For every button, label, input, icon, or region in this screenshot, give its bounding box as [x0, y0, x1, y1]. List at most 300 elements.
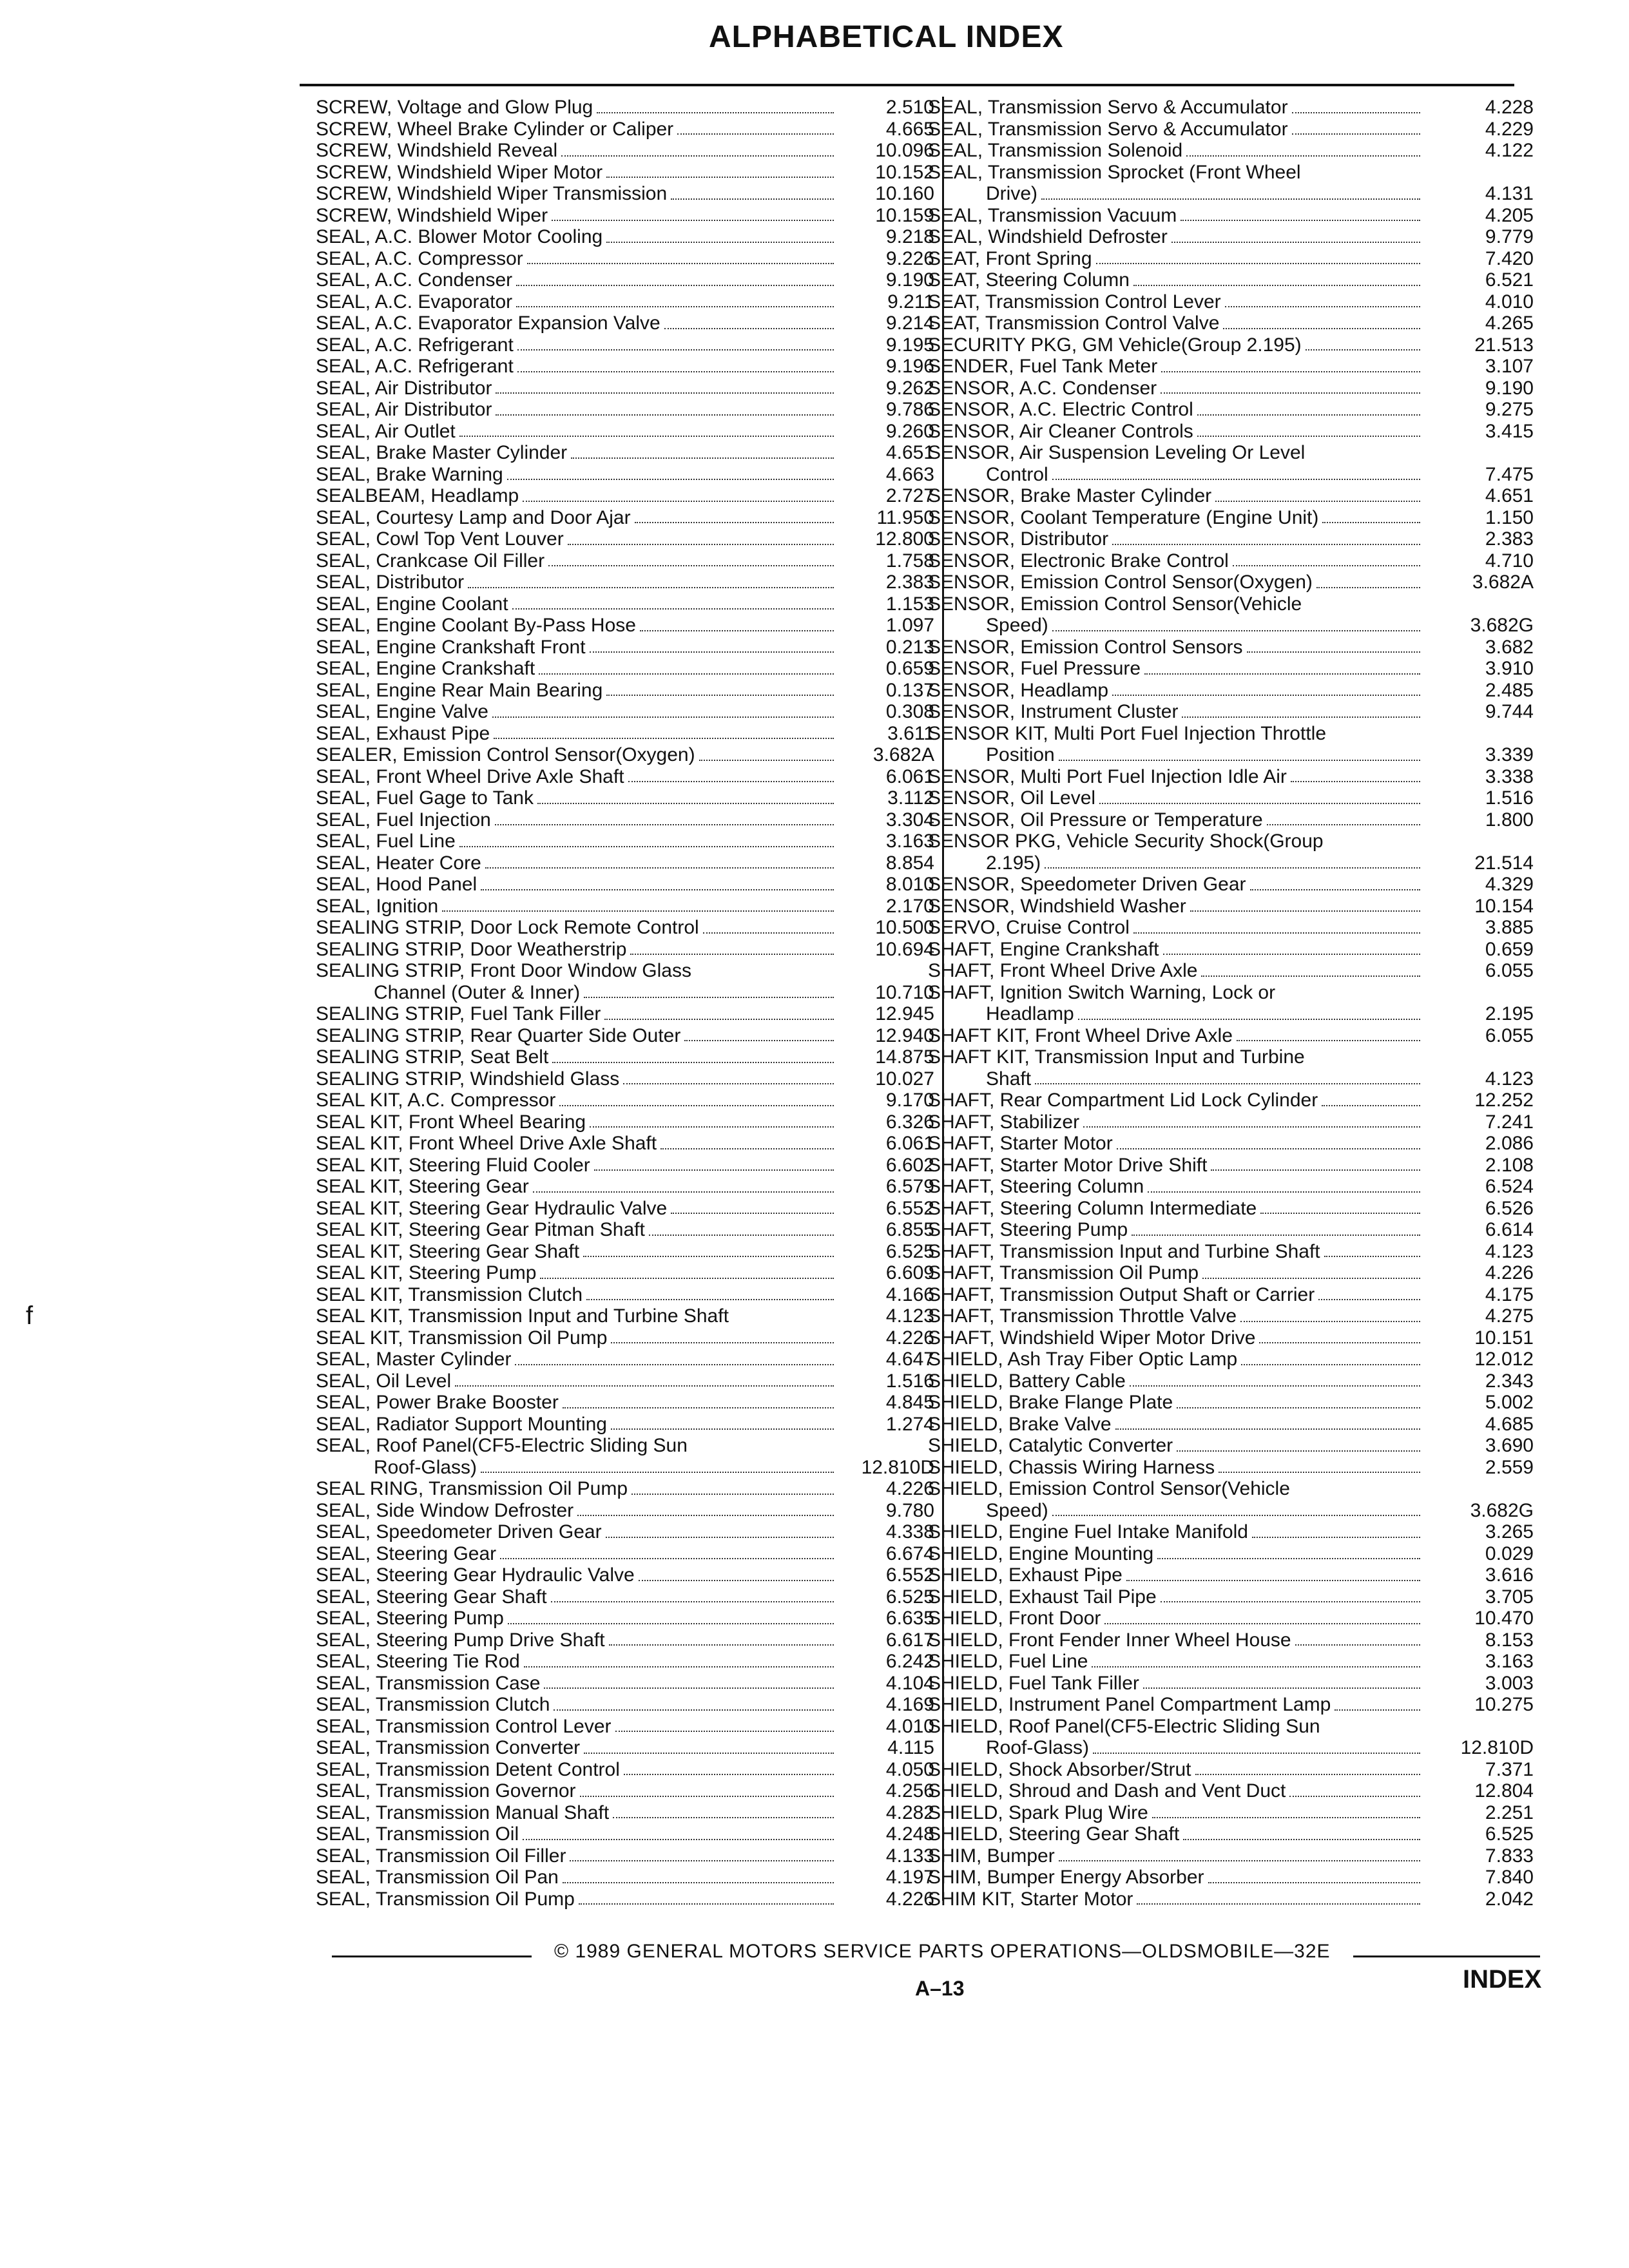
entry-name-wrap: [316, 593, 838, 615]
index-entry: [928, 421, 1534, 443]
entry-name: SHIELD, Chassis Wiring Harness: [928, 1456, 1215, 1478]
entry-name-wrap: [928, 1370, 1424, 1392]
entry-name: SENDER, Fuel Tank Meter: [928, 356, 1158, 377]
entry-name-wrap: [928, 507, 1424, 529]
dot-leader: [1132, 1235, 1420, 1236]
index-entry: [316, 809, 934, 831]
entry-name-wrap: [928, 226, 1424, 248]
dot-leader: [523, 501, 834, 502]
entry-name: SENSOR, Coolant Temperature (Engine Unit): [928, 506, 1319, 528]
dot-leader: [677, 133, 834, 135]
entry-name: SHAFT KIT, Transmission Input and Turbine: [928, 1046, 1305, 1068]
entry-name: Roof-Glass): [374, 1456, 477, 1478]
entry-name: SHIELD, Front Fender Inner Wheel House: [928, 1629, 1291, 1651]
entry-name-wrap: [316, 226, 838, 248]
entry-page-ref: 0.029: [1485, 1542, 1534, 1564]
index-entry: [316, 1521, 934, 1543]
entry-name-wrap: [928, 248, 1424, 270]
entry-page-ref: 3.163: [1485, 1651, 1534, 1672]
dot-leader: [623, 1083, 834, 1084]
entry-page-ref: 4.338: [885, 1521, 934, 1542]
entry-name-wrap: [928, 1305, 1424, 1327]
index-entry: [928, 269, 1534, 291]
entry-name: SEAL, Oil Level: [316, 1370, 452, 1392]
entry-name-wrap: [928, 896, 1424, 918]
entry-page-ref: 0.308: [885, 701, 934, 722]
dot-leader: [611, 1428, 834, 1430]
entry-page-ref: 12.810D: [1460, 1737, 1534, 1758]
entry-page-ref: 3.107: [1485, 356, 1534, 377]
entry-name: SEAL, Fuel Gage to Tank: [316, 787, 534, 809]
entry-name: SENSOR, Fuel Pressure: [928, 658, 1141, 679]
entry-name-wrap: [316, 787, 838, 809]
entry-page-ref: 2.042: [1485, 1888, 1534, 1910]
dot-leader: [1259, 1342, 1420, 1343]
entry-name: SEALING STRIP, Front Door Window Glass: [316, 960, 691, 981]
entry-name-wrap: [928, 1543, 1424, 1565]
entry-name-wrap: [928, 1046, 1424, 1068]
index-entry: [928, 766, 1534, 788]
entry-name-wrap: [316, 1176, 838, 1198]
entry-page-ref: 1.097: [885, 615, 934, 636]
entry-name: SHAFT, Ignition Switch Warning, Lock or: [928, 981, 1276, 1003]
entry-name: SCREW, Windshield Wiper Motor: [316, 161, 603, 183]
entry-name-wrap: [316, 1802, 838, 1824]
dot-leader: [1133, 285, 1420, 286]
entry-name: SEAL, Fuel Line: [316, 831, 456, 852]
entry-name: SEAL, Hood Panel: [316, 874, 477, 895]
index-entry: [316, 140, 934, 162]
index-entry: [316, 226, 934, 248]
dot-leader: [1099, 803, 1420, 804]
dot-leader: [563, 1407, 834, 1408]
dot-leader: [586, 1299, 834, 1300]
index-entry: [928, 1457, 1534, 1479]
entry-name-wrap: [316, 464, 838, 486]
dot-leader: [1161, 392, 1420, 394]
index-entry: [928, 442, 1534, 464]
entry-name: SEAL, Steering Gear Shaft: [316, 1586, 547, 1608]
dot-leader: [594, 1169, 834, 1171]
entry-page-ref: 6.635: [885, 1608, 934, 1629]
index-entry: [316, 1716, 934, 1738]
entry-name: SENSOR, Electronic Brake Control: [928, 550, 1229, 572]
dot-leader: [1041, 198, 1420, 200]
entry-name: SHIELD, Roof Panel(CF5-Electric Sliding Sun: [928, 1715, 1320, 1737]
dot-leader: [1117, 1148, 1420, 1149]
entry-name: SCREW, Windshield Wiper: [316, 204, 548, 226]
dot-leader: [1291, 781, 1420, 782]
index-entry: [316, 1284, 934, 1306]
index-entry: [316, 896, 934, 918]
entry-name-wrap: [316, 399, 838, 421]
entry-page-ref: 12.012: [1474, 1349, 1534, 1370]
entry-page-ref: 9.260: [885, 420, 934, 442]
index-entry: [928, 1608, 1534, 1629]
entry-name-wrap: [316, 1759, 838, 1781]
dot-leader: [494, 738, 834, 739]
index-entry: [928, 1046, 1534, 1068]
dot-leader: [1252, 1537, 1420, 1538]
entry-name-wrap: [316, 917, 838, 939]
entry-page-ref: 4.275: [1485, 1305, 1534, 1327]
entry-name-wrap: [928, 744, 1424, 766]
entry-name-wrap: [928, 874, 1424, 896]
entry-name-wrap: [928, 1608, 1424, 1629]
dot-leader: [1322, 1105, 1420, 1106]
entry-name: SENSOR KIT, Multi Port Fuel Injection Throttle: [928, 722, 1327, 744]
index-entry: [316, 1500, 934, 1522]
entry-name: SCREW, Windshield Reveal: [316, 140, 558, 161]
index-entry: [316, 744, 934, 766]
entry-name: SENSOR, Distributor: [928, 528, 1109, 550]
index-entry: [928, 723, 1534, 745]
dot-leader: [584, 997, 834, 998]
dot-leader: [580, 1796, 834, 1797]
dot-leader: [495, 824, 834, 825]
entry-name: SENSOR, Windshield Washer: [928, 895, 1186, 917]
entry-name-wrap: [316, 1737, 838, 1759]
dot-leader: [459, 846, 834, 847]
entry-name: SHIELD, Front Door: [928, 1608, 1101, 1629]
dot-leader: [1182, 716, 1420, 718]
index-entry: [928, 615, 1534, 637]
dot-leader: [684, 1040, 834, 1041]
entry-name: SENSOR, Emission Control Sensors: [928, 636, 1243, 658]
entry-name-wrap: [928, 701, 1424, 723]
dot-leader: [1163, 954, 1421, 955]
entry-name: SEAL KIT, Steering Pump: [316, 1262, 537, 1283]
index-entry: [316, 1845, 934, 1867]
entry-name-wrap: [316, 248, 838, 270]
index-entry: [928, 1176, 1534, 1198]
entry-name: SEAL, Courtesy Lamp and Door Ajar: [316, 506, 631, 528]
entry-page-ref: 1.153: [885, 593, 934, 615]
entry-page-ref: 6.326: [885, 1111, 934, 1133]
entry-page-ref: 2.108: [1485, 1154, 1534, 1176]
dot-leader: [571, 457, 834, 459]
index-entry: [928, 852, 1534, 874]
dot-leader: [1133, 932, 1420, 934]
entry-name-wrap: [928, 399, 1424, 421]
dot-leader: [639, 1580, 834, 1581]
entry-name: SEAL, Side Window Defroster: [316, 1499, 574, 1521]
entry-name: SENSOR, A.C. Electric Control: [928, 399, 1193, 420]
entry-page-ref: 6.521: [1485, 269, 1534, 291]
index-entry: [316, 312, 934, 334]
index-entry: [928, 658, 1534, 680]
entry-name: SEAL, Crankcase Oil Filler: [316, 550, 545, 572]
entry-page-ref: 3.682A: [872, 744, 934, 765]
entry-page-ref: 6.524: [1485, 1176, 1534, 1197]
dot-leader: [1267, 824, 1420, 825]
dot-leader: [1240, 1321, 1420, 1322]
index-entry: [928, 1219, 1534, 1241]
entry-name-wrap: [316, 140, 838, 162]
entry-name: SEALER, Emission Control Sensor(Oxygen): [316, 744, 695, 765]
index-entry: [928, 140, 1534, 162]
entry-page-ref: 6.602: [885, 1154, 934, 1176]
entry-name: SEAT, Front Spring: [928, 247, 1092, 269]
index-entry: [928, 1370, 1534, 1392]
dot-leader: [1093, 1753, 1420, 1754]
index-entry: [316, 982, 934, 1004]
entry-name: SEAL, Steering Pump: [316, 1608, 504, 1629]
entry-page-ref: 7.241: [1485, 1111, 1534, 1133]
dot-leader: [517, 349, 834, 351]
entry-name-wrap: [316, 183, 838, 205]
index-entry: [928, 572, 1534, 593]
dot-leader: [551, 1601, 834, 1602]
dot-leader: [1171, 242, 1420, 243]
index-entry: [316, 1435, 934, 1457]
dot-leader: [1197, 436, 1420, 437]
entry-name-wrap: [316, 312, 838, 334]
entry-name: SEAL KIT, Steering Gear Pitman Shaft: [316, 1219, 645, 1240]
entry-name-wrap: [928, 1823, 1424, 1845]
entry-name-wrap: [928, 442, 1424, 464]
entry-page-ref: 4.226: [885, 1327, 934, 1349]
entry-name: SEAL KIT, Transmission Oil Pump: [316, 1327, 608, 1349]
entry-name-wrap: [316, 1370, 838, 1392]
index-entry: [316, 1090, 934, 1111]
entry-name: SHIELD, Brake Valve: [928, 1413, 1112, 1435]
entry-name: Shaft: [986, 1068, 1032, 1090]
entry-name-wrap: [928, 464, 1424, 486]
entry-name-wrap: [928, 1737, 1424, 1759]
dot-leader: [1316, 587, 1420, 588]
entry-name-wrap: [316, 1521, 838, 1543]
entry-name-wrap: [316, 1241, 838, 1263]
index-entry: [316, 1025, 934, 1047]
index-entry: [316, 1133, 934, 1155]
entry-name-wrap: [928, 1111, 1424, 1133]
entry-name: SENSOR, Instrument Cluster: [928, 701, 1179, 722]
entry-name-wrap: [316, 982, 838, 1004]
entry-name-wrap: [316, 766, 838, 788]
dot-leader: [583, 1256, 834, 1257]
index-entry: [928, 1198, 1534, 1220]
entry-name-wrap: [316, 356, 838, 378]
index-entry: [316, 1003, 934, 1025]
entry-name-wrap: [928, 1500, 1424, 1522]
entry-name-wrap: [928, 1327, 1424, 1349]
entry-name-wrap: [316, 1716, 838, 1738]
dot-leader: [544, 1687, 834, 1689]
entry-name-wrap: [928, 1867, 1424, 1888]
dot-leader: [606, 695, 834, 696]
entry-name: SHIELD, Exhaust Pipe: [928, 1564, 1123, 1586]
page-title: ALPHABETICAL INDEX: [709, 20, 1064, 54]
entry-name-wrap: [316, 1888, 838, 1910]
entry-name-wrap: [316, 269, 838, 291]
index-entry: [928, 528, 1534, 550]
index-entry: [316, 1586, 934, 1608]
index-entry: [316, 1478, 934, 1500]
entry-name: SHAFT, Starter Motor Drive Shift: [928, 1154, 1208, 1176]
entry-name-wrap: [928, 1629, 1424, 1651]
margin-mark: f: [26, 1302, 34, 1330]
entry-name-wrap: [316, 1090, 838, 1111]
dot-leader: [1104, 1623, 1420, 1624]
entry-page-ref: 4.166: [885, 1283, 934, 1305]
entry-name: SEAL, Air Outlet: [316, 420, 456, 442]
entry-page-ref: 9.196: [885, 356, 934, 377]
entry-name: SENSOR, Multi Port Fuel Injection Idle Air: [928, 765, 1287, 787]
entry-page-ref: 6.609: [885, 1262, 934, 1283]
entry-name: SEAL, A.C. Evaporator Expansion Valve: [316, 312, 660, 334]
entry-name: SENSOR, Emission Control Sensor(Oxygen): [928, 572, 1313, 593]
entry-name-wrap: [928, 1068, 1424, 1090]
dot-leader: [455, 1385, 834, 1387]
entry-name: SEAL, A.C. Compressor: [316, 247, 523, 269]
entry-name: SHIELD, Steering Gear Shaft: [928, 1823, 1180, 1845]
dot-leader: [649, 1235, 834, 1236]
entry-page-ref: 4.710: [1485, 550, 1534, 572]
entry-name: SEAL, Transmission Detent Control: [316, 1758, 620, 1780]
entry-page-ref: 4.169: [885, 1694, 934, 1715]
entry-name: SHAFT, Transmission Throttle Valve: [928, 1305, 1237, 1327]
entry-name-wrap: [316, 1867, 838, 1888]
index-entry: [928, 1392, 1534, 1414]
entry-page-ref: 4.133: [885, 1845, 934, 1867]
entry-name: SHAFT, Engine Crankshaft: [928, 938, 1159, 960]
dot-leader: [1225, 306, 1420, 307]
footer-copyright: © 1989 GENERAL MOTORS SERVICE PARTS OPERATIONS—OLDSMOBILE—32E: [554, 1941, 1331, 1962]
dot-leader: [1322, 522, 1420, 523]
index-entry: [928, 226, 1534, 248]
entry-name: SEAL, Transmission Solenoid: [928, 140, 1183, 161]
entry-name: SECURITY PKG, GM Vehicle(Group 2.195): [928, 334, 1302, 356]
entry-page-ref: 2.383: [1485, 528, 1534, 550]
dot-leader: [1197, 414, 1420, 416]
dot-leader: [699, 760, 834, 761]
index-entry: [316, 572, 934, 593]
entry-name-wrap: [928, 1414, 1424, 1436]
index-entry: [928, 1586, 1534, 1608]
entry-page-ref: 2.343: [1485, 1370, 1534, 1392]
entry-page-ref: 1.150: [1485, 506, 1534, 528]
entry-page-ref: 2.170: [885, 895, 934, 917]
entry-page-ref: 6.579: [885, 1176, 934, 1197]
entry-name-wrap: [316, 1651, 838, 1673]
dot-leader: [1223, 328, 1420, 329]
entry-name-wrap: [928, 960, 1424, 982]
entry-page-ref: 8.010: [885, 874, 934, 895]
entry-name: SEAL, A.C. Refrigerant: [316, 334, 514, 356]
entry-name: SHIELD, Emission Control Sensor(Vehicle: [928, 1478, 1290, 1499]
entry-name: SHIELD, Ash Tray Fiber Optic Lamp: [928, 1349, 1238, 1370]
entry-name-wrap: [316, 550, 838, 572]
entry-page-ref: 6.055: [1485, 1024, 1534, 1046]
dot-leader: [1289, 1796, 1420, 1797]
entry-name: SEAL, Air Distributor: [316, 399, 492, 420]
entry-name: Speed): [986, 615, 1048, 636]
entry-page-ref: 3.885: [1485, 917, 1534, 938]
index-entry: [316, 1867, 934, 1888]
entry-page-ref: 2.485: [1485, 679, 1534, 701]
index-entry: [928, 917, 1534, 939]
index-entry: [316, 183, 934, 205]
index-entry: [928, 183, 1534, 205]
index-entry: [928, 1780, 1534, 1802]
dot-leader: [539, 673, 834, 675]
entry-page-ref: 3.339: [1485, 744, 1534, 765]
entry-name-wrap: [928, 1521, 1424, 1543]
entry-name: SEALING STRIP, Seat Belt: [316, 1046, 549, 1068]
dot-leader: [533, 1191, 834, 1193]
entry-name: SEAL, Roof Panel(CF5-Electric Sliding Sun: [316, 1435, 688, 1456]
entry-page-ref: 4.665: [885, 118, 934, 140]
entry-name-wrap: [928, 1003, 1424, 1025]
entry-page-ref: 4.050: [885, 1758, 934, 1780]
entry-name: SHIELD, Spark Plug Wire: [928, 1802, 1148, 1823]
entry-page-ref: 3.682: [1485, 636, 1534, 658]
index-entry: [316, 1629, 934, 1651]
entry-page-ref: 9.779: [1485, 226, 1534, 247]
entry-page-ref: 10.160: [875, 183, 934, 204]
entry-name-wrap: [316, 1284, 838, 1306]
entry-page-ref: 10.096: [875, 140, 934, 161]
index-entry: [928, 982, 1534, 1004]
entry-page-ref: 3.003: [1485, 1672, 1534, 1694]
entry-name-wrap: [928, 1284, 1424, 1306]
index-entry: [316, 1543, 934, 1565]
dot-leader: [606, 177, 834, 178]
entry-name-wrap: [316, 1629, 838, 1651]
dot-leader: [496, 392, 834, 394]
index-entry: [316, 723, 934, 745]
index-entry: [316, 1651, 934, 1673]
entry-page-ref: 6.055: [1485, 960, 1534, 981]
index-entry: [928, 637, 1534, 658]
entry-name-wrap: [928, 1478, 1424, 1500]
entry-name-wrap: [928, 1262, 1424, 1284]
index-entry: [928, 97, 1534, 119]
entry-page-ref: 3.265: [1485, 1521, 1534, 1542]
entry-name: SEAL, Speedometer Driven Gear: [316, 1521, 602, 1542]
entry-name: SEAL KIT, Steering Fluid Cooler: [316, 1154, 590, 1176]
entry-name: SEAL, Engine Valve: [316, 701, 488, 722]
index-entry: [928, 378, 1534, 399]
entry-name-wrap: [928, 183, 1424, 205]
entry-page-ref: 9.226: [885, 247, 934, 269]
entry-name: SEAL, Cowl Top Vent Louver: [316, 528, 564, 550]
entry-name: SEAL, Heater Core: [316, 852, 481, 874]
index-entry: [928, 291, 1534, 313]
entry-name: SEAL, Transmission Sprocket (Front Wheel: [928, 161, 1301, 183]
entry-name-wrap: [928, 1780, 1424, 1802]
entry-name-wrap: [316, 852, 838, 874]
entry-page-ref: 0.659: [1485, 938, 1534, 960]
index-entry: [928, 1888, 1534, 1910]
entry-name-wrap: [928, 269, 1424, 291]
entry-name: SEAL, Transmission Converter: [316, 1737, 581, 1758]
entry-name: SEAL, Steering Tie Rod: [316, 1651, 520, 1672]
dot-leader: [1335, 1709, 1420, 1711]
index-entry: [316, 162, 934, 184]
entry-name: SEAL, Transmission Control Lever: [316, 1715, 612, 1737]
entry-page-ref: 4.205: [1485, 204, 1534, 226]
entry-name-wrap: [316, 1780, 838, 1802]
index-entry: [928, 1349, 1534, 1370]
entry-name-wrap: [316, 1046, 838, 1068]
entry-name: SEAL, Engine Coolant By-Pass Hose: [316, 615, 636, 636]
entry-name: SEAL KIT, A.C. Compressor: [316, 1090, 556, 1111]
entry-name: SHAFT, Front Wheel Drive Axle: [928, 960, 1198, 981]
entry-name: SEAL, Transmission Oil: [316, 1823, 519, 1845]
dot-leader: [1208, 1882, 1420, 1883]
